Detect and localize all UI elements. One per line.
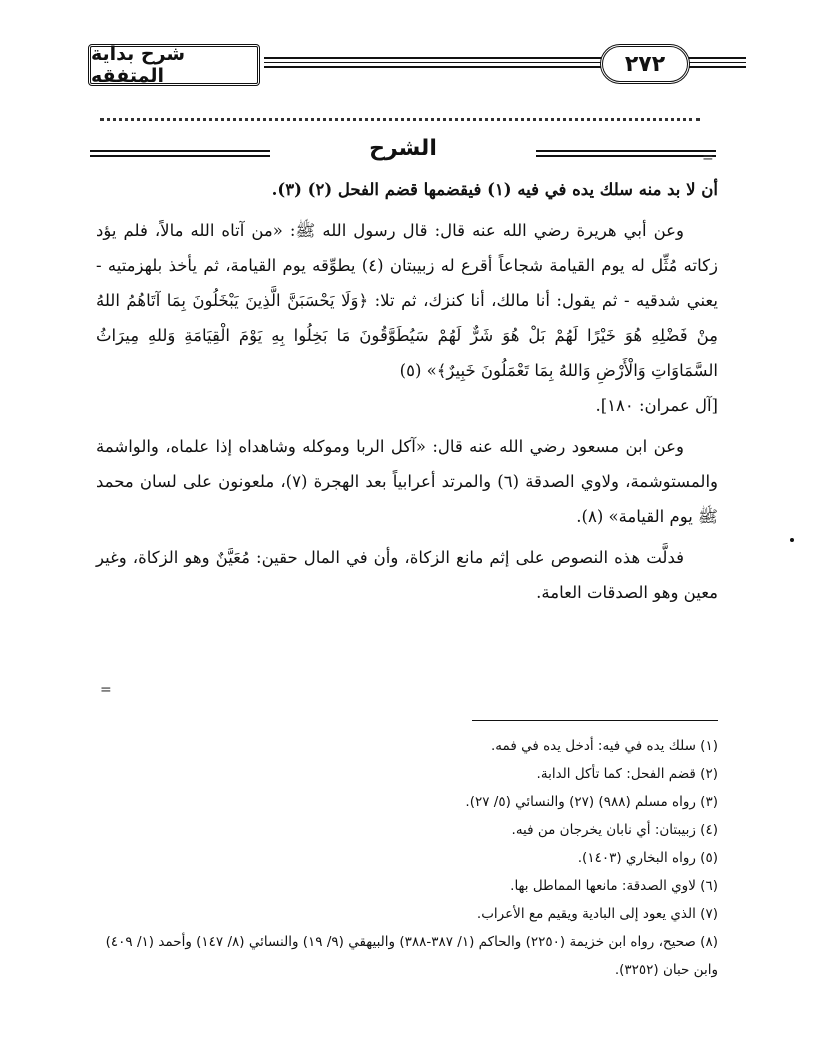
heading-rule-right	[536, 150, 716, 160]
book-title: شرح بداية المتفقه	[91, 43, 186, 87]
margin-dot	[790, 538, 794, 542]
body-text	[96, 172, 718, 610]
book-title-box	[88, 44, 260, 86]
section-heading	[90, 134, 716, 174]
footnote: (٥) رواه البخاري (١٤٠٣).	[577, 850, 718, 866]
page-header	[88, 44, 746, 90]
page-number: ٢٧٢	[624, 51, 666, 77]
margin-mark: =	[100, 682, 112, 698]
paragraph: أن لا بد منه سلك يده في فيه (١) فيقضمها قضم الفحل (٢) (٣).	[271, 180, 718, 199]
paragraph: فدلَّت هذه النصوص على إثم مانع الزكاة، وأن في المال حقين: مُعَيَّنٌ وهو الزكاة، وغير معين وهو الصدقات العامة.	[96, 548, 718, 602]
footnote: (٦) لاوي الصدقة: مانعها المماطل بها.	[510, 878, 718, 894]
footnote: (١) سلك يده في فيه: أدخل يده في فمه.	[491, 738, 718, 754]
quran-reference: [آل عمران: ١٨٠].	[595, 396, 718, 415]
footnote: (٢) قضم الفحل: كما تأكل الدابة.	[536, 766, 718, 782]
page-number-box	[600, 44, 690, 84]
dotted-divider	[100, 118, 700, 121]
footnote: (٤) زبيبتان: أي نابان يخرجان من فيه.	[511, 822, 718, 838]
footnote: (٧) الذي يعود إلى البادية ويقيم مع الأعراب.	[476, 906, 718, 922]
footnote: (٨) صحيح، رواه ابن خزيمة (٢٢٥٠) والحاكم (١/ ٣٨٧-٣٨٨) والبيهقي (٩/ ١٩) والنسائي (٨/ ١٤٧) وأحمد (١/ ٤٠٩) وابن حبان (٣٢٥٢).	[105, 934, 718, 978]
footnote: (٣) رواه مسلم (٩٨٨) (٢٧) والنسائي (٥/ ٢٧).	[465, 794, 718, 810]
footnote-separator	[472, 720, 718, 721]
footnotes	[90, 732, 718, 984]
margin-mark: =	[702, 150, 714, 166]
section-title: الشرح	[369, 136, 437, 161]
paragraph: وعن أبي هريرة رضي الله عنه قال: قال رسول الله ﷺ: «من آتاه الله مالاً، فلم يؤد زكاته مُثِّل له يوم القيامة شجاعاً أقرع له زبيبتان (٤) يطوِّقه يوم القيامة، ثم يأخذ بلهزمتيه - يعني شدقيه - ثم يقول: أنا مالك، أنا كنزك، ثم تلا: ﴿وَلَا يَحْسَبَنَّ الَّذِينَ يَبْخَلُونَ بِمَا آتَاهُمُ اللهُ مِنْ فَضْلِهِ هُوَ خَيْرًا لَهُمْ بَلْ هُوَ شَرٌّ لَهُمْ سَيُطَوَّقُونَ مَا بَخِلُوا بِهِ يَوْمَ الْقِيَامَةِ وَللهِ مِيرَاثُ السَّمَاوَاتِ وَالْأَرْضِ وَاللهُ بِمَا تَعْمَلُونَ خَبِيرٌ﴾» (٥)	[96, 221, 718, 380]
paragraph: وعن ابن مسعود رضي الله عنه قال: «آكل الربا وموكله وشاهداه إذا علماه، والواشمة والمستوشمة، ولاوي الصدقة (٦) والمرتد أعرابياً بعد الهجرة (٧)، ملعونون على لسان محمد ﷺ يوم القيامة» (٨).	[96, 437, 719, 526]
